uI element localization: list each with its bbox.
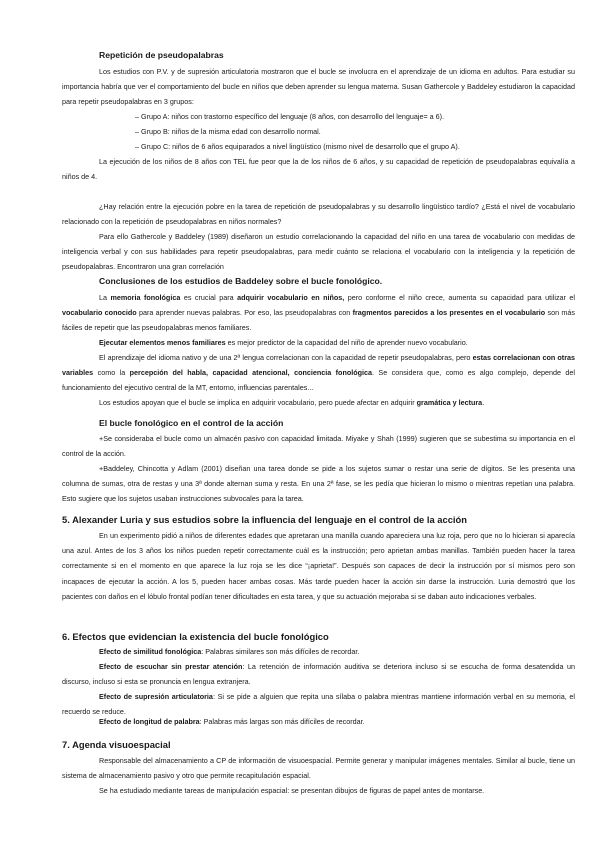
- paragraph-preguntas: ¿Hay relación entre la ejecución pobre en la tarea de repetición de pseudopalabras y su desarrollo lingüístico tardío? ¿Está el nivel de vocabulario relacionado con la repetición de pseudopalabras en niños normales?: [62, 202, 575, 227]
- paragraph-gathercole-1989: Para ello Gathercole y Baddeley (1989) diseñaron un estudio correlacionando la capacidad del niño en una tarea de vocabulario con medidas de inteligencia verbal y con sus habilidades para repetir pseudopalabras, para medir cuánto se relaciona el vocabulario con la inteligencia y la repetición de pseudopalabras. Encontraron una gran correlación: [62, 232, 575, 272]
- paragraph-repeticion-intro: Los estudios con P.V. y de supresión articulatoria mostraron que el bucle se involucra en el aprendizaje de un idioma en adultos. Para estudiar su importancia habría que ver el comportamiento del bucle en niños que deben aprender su lengua materna. Susan Gathercole y Baddeley estudiaron la capacidad para repetir pseudopalabras en 3 grupos:: [62, 67, 575, 107]
- section-title-conclusiones: Conclusiones de los estudios de Baddeley sobre el bucle fonológico.: [99, 276, 383, 286]
- paragraph-agenda-responsable: Responsable del almacenamiento a CP de información de visuoespacial. Permite generar y manipular imágenes mentales. Similar al bucle, tiene un sistema de almacenamiento pasivo y otro que permite recapitulación espacial.: [62, 756, 575, 781]
- section-title-agenda: 7. Agenda visuoespacial: [62, 739, 171, 750]
- paragraph-escuchar-sin-atencion: Efecto de escuchar sin prestar atención: La retención de información auditiva se deteriora incluso si se escucha de forma desatendida un discurso, incluso si esta se pronuncia en lengua extranjera.: [62, 662, 575, 687]
- paragraph-memoria-fonologica: La memoria fonológica es crucial para adquirir vocabulario en niños, pero conforme el niño crece, aumenta su capacidad para utilizar el vocabulario conocido para aprender nuevas palabras. Por eso, las pseudopalabras con fragmentos parecidos a los presentes en el vocabulario son más fáciles de repetir que las pseudopalabras menos familiares.: [62, 293, 576, 333]
- paragraph-baddeley-2001: +Baddeley, Chincotta y Adlam (2001) diseñan una tarea donde se pide a los sujetos sumar o restar una serie de dígitos. Se les presenta una columna de sumas, otra de restas y una 3ª donde alternan suma y resta. En una 2ª fase, se les pedía que hicieran lo mismo o mientras repetían una palabra. Esto sugiere que los sujetos usaban instrucciones subvocales para la tarea.: [62, 464, 575, 504]
- list-item-grupo-c: – Grupo C: niños de 6 años equiparados a nivel lingüístico (mismo nivel de desarrollo que el grupo A).: [135, 142, 460, 151]
- paragraph-agenda-tareas: Se ha estudiado mediante tareas de manipulación espacial: se presentan dibujos de figuras de papel antes de montarse.: [99, 786, 485, 795]
- paragraph-ejecucion: La ejecución de los niños de 8 años con TEL fue peor que la de los niños de 6 años, y su capacidad de repetición de pseudopalabras equivalía a niños de 4.: [62, 157, 575, 182]
- paragraph-estudios-apoyan: Los estudios apoyan que el bucle se implica en adquirir vocabulario, pero puede afectar en adquirir gramática y lectura.: [99, 398, 485, 407]
- paragraph-ejecutar-elementos: Ejecutar elementos menos familiares es mejor predictor de la capacidad del niño de aprender nuevo vocabulario.: [99, 338, 468, 347]
- list-item-grupo-a: – Grupo A: niños con trastorno específico del lenguaje (8 años, con desarrollo del lenguaje= a 6).: [135, 112, 445, 121]
- section-title-luria: 5. Alexander Luria y sus estudios sobre la influencia del lenguaje en el control de la acción: [62, 514, 467, 525]
- paragraph-supresion-articulatoria: Efecto de supresión articulatoria: Si se pide a alguien que repita una sílaba o palabra mientras mantiene información verbal en su memoria, el recuerdo se reduce.: [62, 692, 575, 717]
- paragraph-similitud-fonologica: Efecto de similitud fonológica: Palabras similares son más difíciles de recordar.: [99, 647, 360, 656]
- paragraph-longitud-palabra: Efecto de longitud de palabra: Palabras más largas son más difíciles de recordar.: [99, 717, 365, 726]
- section-title-control-accion: El bucle fonológico en el control de la acción: [99, 418, 284, 428]
- paragraph-aprendizaje-idioma: El aprendizaje del idioma nativo y de una 2ª lengua correlacionan con la capacidad de repetir pseudopalabras, pero estas correlacionan con otras variables como la percepción del habla, capacidad atencional, conciencia fonológica. Se considera que, como es algo complejo, depende del funcionamiento del ejecutivo central de la MT, entorno, influencias parentales...: [62, 353, 575, 393]
- paragraph-luria-experimento: En un experimento pidió a niños de diferentes edades que apretaran una manilla cuando apareciera una luz roja, pero que no lo hicieran si aparecía una azul. Antes de los 3 años los niños pueden repetir correctamente cuál es la instrucción; pero aprietan ambas manillas. También pueden hacer la tarea correctamente si en el momento en que aparece la luz roja se les dice “¡aprieta!”. Después son capaces de decir la instrucción por sí mismos pero son incapaces de ejecutar la acción. A los 5, pueden hacer ambas cosas. Más tarde pueden hacer la acción sin darse la instrucción. Luria demostró que los pacientes con daños en el lóbulo frontal podían tener dificultades en esta tarea, y que su actuación mejoraba si se daban auto indicaciones verbales.: [62, 531, 575, 601]
- paragraph-almacen-pasivo: +Se consideraba el bucle como un almacén pasivo con capacidad limitada. Miyake y Shah (1999) sugieren que se subestima su importancia en el control de la acción.: [62, 434, 575, 459]
- section-title-efectos: 6. Efectos que evidencian la existencia del bucle fonológico: [62, 631, 329, 642]
- section-title-repeticion: Repetición de pseudopalabras: [99, 50, 224, 60]
- list-item-grupo-b: – Grupo B: niños de la misma edad con desarrollo normal.: [135, 127, 321, 136]
